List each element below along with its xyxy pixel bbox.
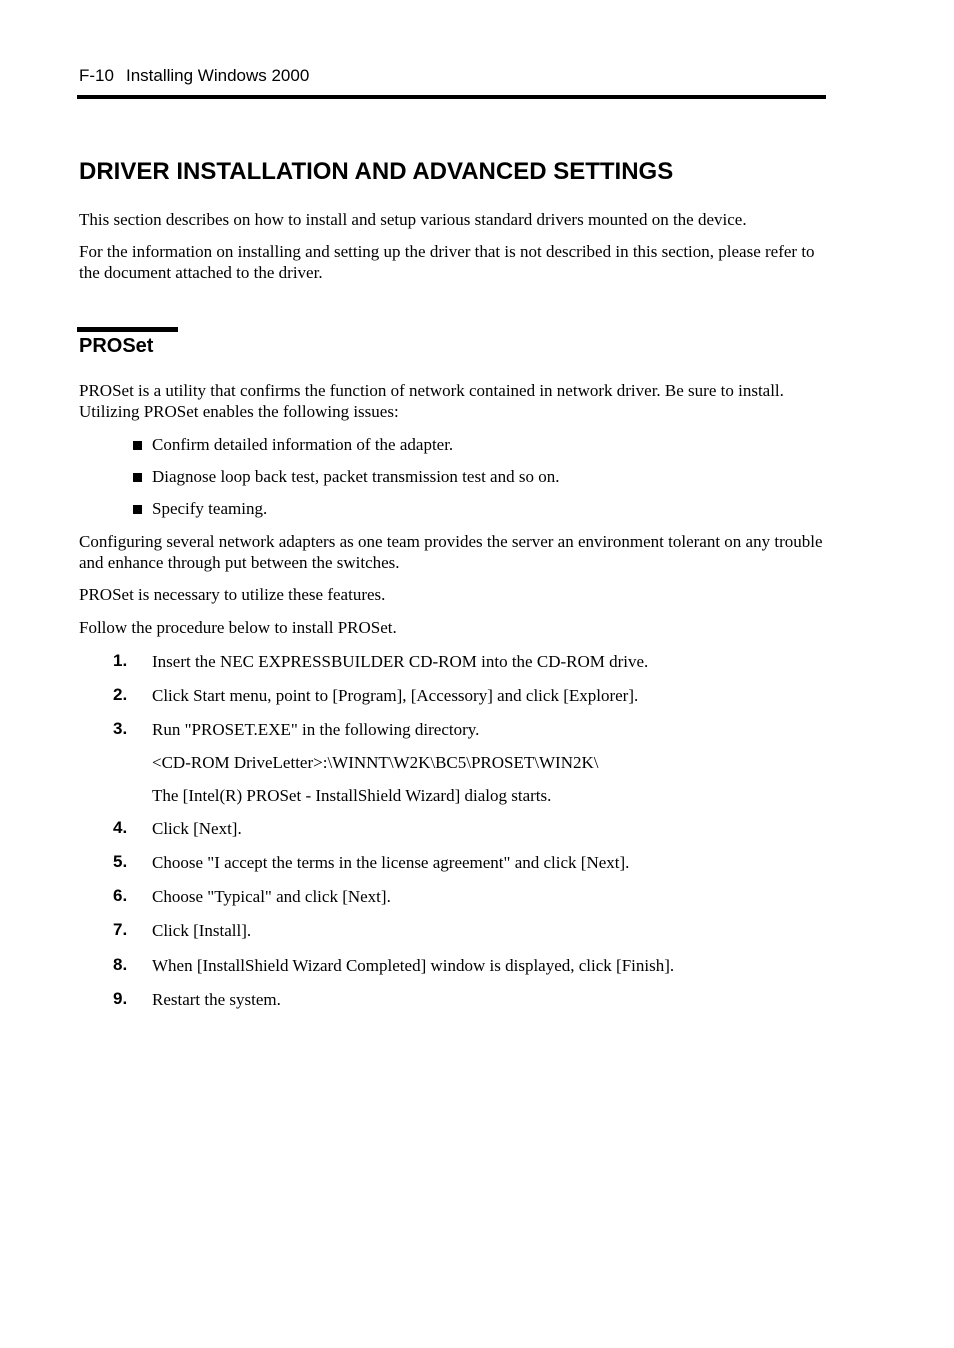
subsection-rule (77, 327, 178, 332)
step-text: Choose "I accept the terms in the license agreement" and click [Next]. (152, 853, 630, 872)
square-bullet-icon (133, 473, 142, 482)
chapter-title: Installing Windows 2000 (125, 66, 310, 85)
list-item-text: Diagnose loop back test, packet transmission test and so on. (152, 467, 560, 486)
list-item-text: Confirm detailed information of the adapter. (152, 435, 454, 454)
page-number: F-10 (79, 66, 114, 85)
square-bullet-icon (133, 505, 142, 514)
step-number: 1. (113, 651, 128, 670)
step-number: 4. (113, 818, 128, 837)
step-number: 5. (113, 852, 128, 871)
section-intro-paragraph: This section describes on how to install and setup various standard drivers mounted on the device. (79, 210, 747, 229)
header-rule (77, 95, 826, 99)
step-number: 7. (113, 920, 128, 939)
teaming-paragraph: Configuring several network adapters as one team provides the server an environment tolerant on any trouble and enhance through put between the switches. (79, 532, 823, 572)
step-number: 6. (113, 886, 128, 905)
list-item-text: Specify teaming. (152, 499, 268, 518)
step-number: 9. (113, 989, 128, 1008)
procedure-intro-paragraph: Follow the procedure below to install PROSet. (79, 618, 397, 637)
step-text: Insert the NEC EXPRESSBUILDER CD-ROM into the CD-ROM drive. (152, 652, 649, 671)
necessary-paragraph: PROSet is necessary to utilize these features. (79, 585, 386, 604)
proset-intro-paragraph: PROSet is a utility that confirms the function of network contained in network driver. Be sure to install. Utilizing PROSet enables the following issues: (79, 381, 784, 421)
step-text: Click Start menu, point to [Program], [Accessory] and click [Explorer]. (152, 686, 639, 705)
step-number: 2. (113, 685, 128, 704)
step-text: Choose "Typical" and click [Next]. (152, 887, 391, 906)
step-note: The [Intel(R) PROSet - InstallShield Wizard] dialog starts. (152, 786, 552, 805)
section-title: DRIVER INSTALLATION AND ADVANCED SETTINGS (79, 158, 674, 185)
step-text: Click [Install]. (152, 921, 252, 940)
section-reference-paragraph: For the information on installing and setting up the driver that is not described in this section, please refer to the document attached to the driver. (79, 242, 815, 282)
step-number: 8. (113, 955, 128, 974)
step-text: Restart the system. (152, 990, 281, 1009)
directory-path: <CD-ROM DriveLetter>:\WINNT\W2K\BC5\PROSET\WIN2K\ (152, 753, 599, 772)
step-text: When [InstallShield Wizard Completed] window is displayed, click [Finish]. (152, 956, 675, 975)
step-text: Run "PROSET.EXE" in the following directory. (152, 720, 480, 739)
step-text: Click [Next]. (152, 819, 242, 838)
subsection-title-proset: PROSet (79, 335, 154, 357)
running-header (79, 66, 309, 86)
square-bullet-icon (133, 441, 142, 450)
step-number: 3. (113, 719, 128, 738)
